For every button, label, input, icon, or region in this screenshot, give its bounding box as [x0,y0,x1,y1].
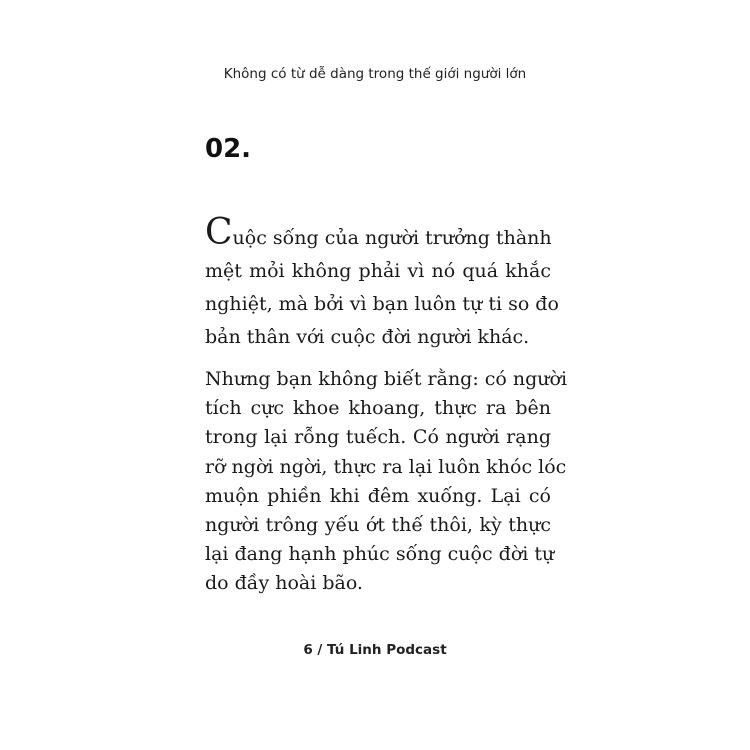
text-line [205,212,552,255]
chapter-number: 02. [205,134,252,164]
text-line: tích cực khoe khoang, thực ra bên [205,397,551,420]
text-line: nghiệt, mà bởi vì bạn luôn tự ti so đo [205,293,559,315]
text-line: muộn phiền khi đêm xuống. Lại có [205,484,551,507]
text-line: Nhưng bạn không biết rằng: có người [205,368,568,390]
text-line: trong lại rỗng tuếch. Có người rạng [205,426,551,449]
text-line: bản thân với cuộc đời người khác. [205,326,530,348]
paragraph-1 [205,212,559,354]
text-line-content: uộc sống của người trưởng thành [232,227,552,249]
running-header: Không có từ dễ dàng trong thế giới người lớn [223,66,527,82]
text-line: mệt mỏi không phải vì nó quá khắc [205,260,551,282]
page-footer: 6 / Tú Linh Podcast [303,642,447,658]
text-line: rỡ ngời ngời, thực ra lại luôn khóc lóc [205,455,567,478]
paragraph-2 [205,365,568,599]
text-line: người trông yếu ớt thế thôi, kỳ thực [205,513,551,536]
text-line: do đầy hoài bão. [205,572,363,595]
text-line: lại đang hạnh phúc sống cuộc đời tự [205,543,555,566]
drop-cap: C [205,212,233,253]
